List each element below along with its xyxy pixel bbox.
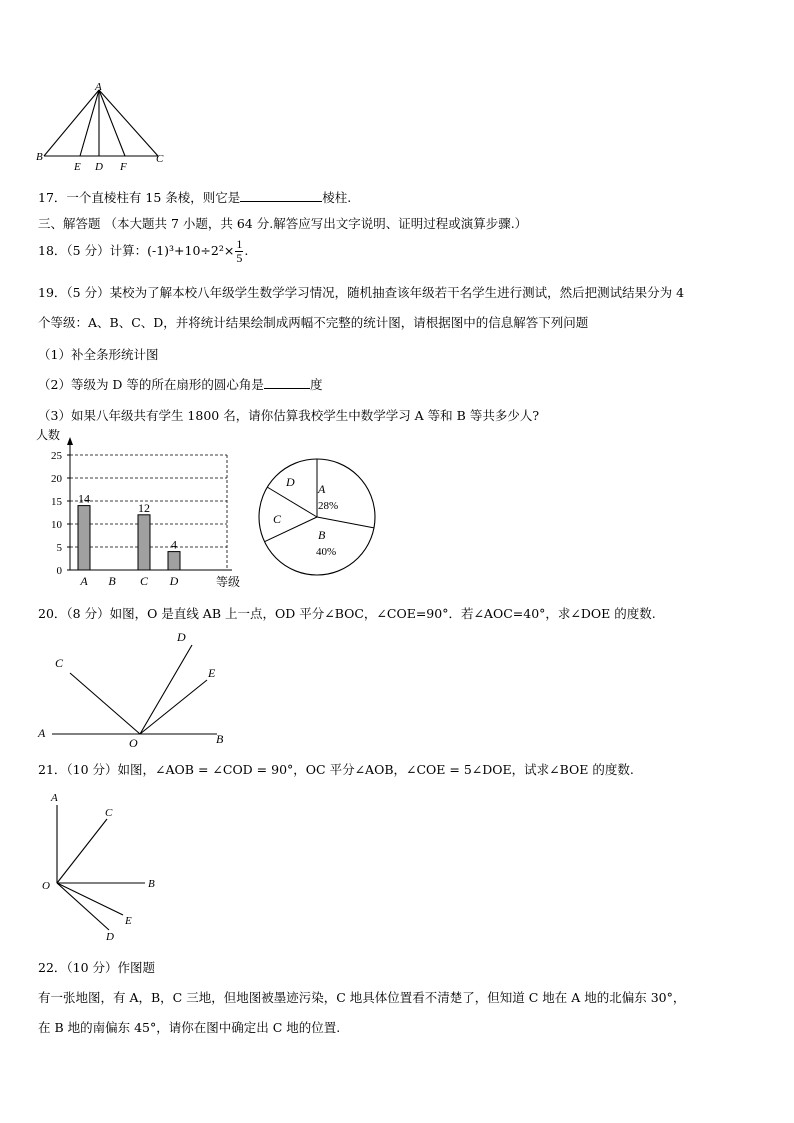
q19-text-1: 某校为了解本校八年级学生数学学习情况，随机抽查该年级若干名学生进行测试，然后把测试结果分为 4 — [109, 285, 685, 300]
y-axis-label: 人数 — [36, 428, 61, 442]
data-label-c: 12 — [138, 500, 150, 515]
q18-fraction — [235, 238, 243, 265]
q18-text: 计算：(-1)³+10÷2²× — [109, 243, 235, 258]
label-e: E — [208, 666, 216, 680]
y-tick-label: 10 — [51, 519, 62, 531]
fraction-numerator: 1 — [236, 237, 243, 251]
q18-number: 18． — [38, 243, 67, 258]
y-tick-label: 5 — [56, 542, 62, 554]
y-tick-label: 20 — [51, 473, 62, 485]
pie-label-a: A — [318, 482, 326, 496]
label-d: D — [106, 931, 114, 943]
question-19-sub3: （3）如果八年级共有学生 1800 名，请你估算我校学生中数学学习 A 等和 B 等共多少人? — [38, 408, 540, 423]
label-a: A — [38, 726, 46, 740]
question-20 — [38, 604, 656, 622]
label-b: B — [216, 732, 224, 746]
q19-sub2-text: （2）等级为 D 等的所在扇形的圆心角是 — [38, 377, 264, 392]
question-22-heading — [38, 958, 155, 976]
pie-label-c: C — [273, 512, 282, 526]
question-22-line1: 有一张地图，有 A，B，C 三地，但地图被墨迹污染，C 地具体位置看不清楚了，但知道 C 地在 A 地的北偏东 30°， — [38, 990, 686, 1005]
label-a: A — [95, 81, 102, 93]
q20-number: 20． — [38, 606, 67, 621]
q22-score: （10 分） — [66, 960, 118, 975]
label-b: B — [148, 878, 155, 890]
question-21 — [38, 760, 634, 778]
q22-title: 作图题 — [117, 960, 156, 975]
y-tick-label: 25 — [51, 450, 62, 462]
label-c: C — [55, 656, 64, 670]
q19-answer-blank[interactable] — [264, 376, 310, 389]
q21-number: 21． — [38, 762, 67, 777]
q17-text-end: 棱柱. — [322, 190, 352, 205]
fraction-denominator: 5 — [236, 251, 243, 265]
question-19-line1 — [38, 283, 684, 301]
q22-number: 22． — [38, 960, 67, 975]
bar-d — [168, 552, 180, 570]
question-18 — [38, 238, 248, 265]
x-tick-label: A — [80, 574, 88, 588]
section-3-heading: 三、解答题 （本大题共 7 小题，共 64 分.解答应写出文字说明、证明过程或演算步骤.） — [38, 216, 528, 231]
q21-text: 如图，∠AOB = ∠COD = 90°，OC 平分∠AOB，∠COE = 5∠DOE，试求∠BOE 的度数. — [117, 762, 634, 777]
q19-number: 19． — [38, 285, 67, 300]
pie-divider — [317, 517, 374, 528]
x-tick-label: B — [108, 574, 116, 588]
label-a: A — [51, 792, 58, 804]
q17-number: 17． — [38, 190, 67, 205]
figure-20 — [32, 625, 237, 750]
q21-score: （10 分） — [66, 762, 118, 777]
y-tick-label: 15 — [51, 496, 62, 508]
bar-c — [138, 515, 150, 570]
q17-answer-blank[interactable] — [240, 189, 322, 202]
data-label-a: 14 — [78, 491, 90, 506]
label-c: C — [105, 807, 113, 819]
pie-label-d: D — [286, 475, 295, 489]
label-b: B — [36, 151, 43, 163]
pie-label-b: B — [318, 528, 326, 542]
question-19-sub1: （1）补全条形统计图 — [38, 347, 159, 362]
label-d: D — [95, 161, 103, 173]
q18-end: . — [244, 243, 249, 258]
y-tick-label: 0 — [56, 565, 62, 577]
question-17 — [38, 188, 351, 206]
q20-text: 如图，O 是直线 AB 上一点，OD 平分∠BOC，∠COE=90°．若∠AOC=40°，求∠DOE 的度数. — [109, 606, 656, 621]
label-e: E — [125, 915, 132, 927]
question-19-sub2 — [38, 375, 322, 393]
bar-chart — [30, 425, 255, 590]
x-tick-label: C — [139, 574, 149, 588]
label-o: O — [42, 880, 50, 892]
q19-score: （5 分） — [66, 285, 110, 300]
q19-sub2-end: 度 — [309, 377, 323, 392]
x-axis-label: 等级 — [216, 575, 241, 589]
label-c: C — [156, 153, 164, 165]
pie-percent-a: 28% — [318, 500, 339, 512]
pie-chart — [255, 455, 380, 580]
question-19-line2: 个等级：A、B、C、D，并将统计结果绘制成两幅不完整的统计图，请根据图中的信息解答下列问题 — [38, 315, 589, 330]
label-o: O — [129, 736, 138, 750]
label-d: D — [177, 630, 186, 644]
y-axis-arrow — [67, 437, 73, 445]
triangle-figure — [30, 80, 175, 175]
label-e: E — [74, 161, 81, 173]
q17-text: 一个直棱柱有 15 条棱，则它是 — [66, 190, 241, 205]
figure-21 — [35, 785, 170, 945]
bar-a — [78, 506, 90, 570]
question-22-line2: 在 B 地的南偏东 45°，请你在图中确定出 C 地的位置. — [38, 1020, 341, 1035]
q18-score: （5 分） — [66, 243, 110, 258]
pie-percent-b: 40% — [316, 546, 337, 558]
label-f: F — [120, 161, 127, 173]
x-tick-label: D — [169, 574, 179, 588]
q20-score: （8 分） — [66, 606, 110, 621]
data-label-d: 4 — [171, 537, 177, 552]
